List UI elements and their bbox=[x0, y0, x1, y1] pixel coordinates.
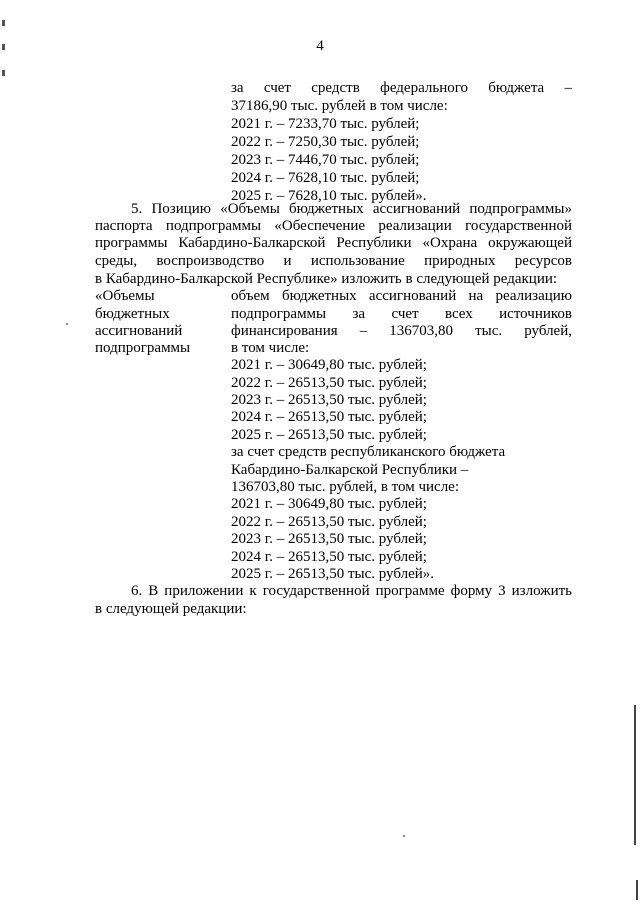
scan-edge-mark bbox=[2, 20, 5, 26]
table-left-line-1: «Объемы bbox=[95, 288, 155, 304]
page-number: 4 bbox=[316, 38, 324, 54]
item5-line-2: паспорта подпрограммы «Обеспечение реализации государственной bbox=[95, 218, 572, 234]
republic-intro-1: за счет средств республиканского бюджета bbox=[231, 444, 506, 460]
scan-edge-line bbox=[634, 705, 636, 845]
total-year-2024: 2024 г. – 26513,50 тыс. рублей; bbox=[231, 409, 427, 425]
republic-year-2024: 2024 г. – 26513,50 тыс. рублей; bbox=[231, 549, 427, 565]
table-left-line-2: бюджетных bbox=[95, 306, 170, 322]
federal-year-2025: 2025 г. – 7628,10 тыс. рублей». bbox=[231, 188, 427, 204]
republic-year-2021: 2021 г. – 30649,80 тыс. рублей; bbox=[231, 496, 427, 512]
federal-line-1: за счет средств федерального бюджета – bbox=[231, 80, 572, 96]
republic-year-2023: 2023 г. – 26513,50 тыс. рублей; bbox=[231, 531, 427, 547]
total-year-2023: 2023 г. – 26513,50 тыс. рублей; bbox=[231, 392, 427, 408]
republic-year-2025: 2025 г. – 26513,50 тыс. рублей». bbox=[231, 566, 435, 582]
table-right-intro-2: подпрограммы за счет всех источников bbox=[231, 306, 572, 322]
item5-line-5: в Кабардино-Балкарской Республике» изложить в следующей редакции: bbox=[95, 271, 558, 287]
item5-line-4: среды, воспроизводство и использование природных ресурсов bbox=[95, 253, 572, 269]
item6-line-2: в следующей редакции: bbox=[95, 601, 247, 617]
table-left-line-4: подпрограммы bbox=[95, 340, 191, 356]
item5-line-1: 5. Позицию «Объемы бюджетных ассигнований подпрограммы» bbox=[131, 201, 572, 217]
federal-year-2022: 2022 г. – 7250,30 тыс. рублей; bbox=[231, 134, 420, 150]
scan-speck bbox=[403, 835, 405, 837]
total-year-2021: 2021 г. – 30649,80 тыс. рублей; bbox=[231, 357, 427, 373]
table-right-intro-4: в том числе: bbox=[231, 340, 310, 356]
federal-year-2023: 2023 г. – 7446,70 тыс. рублей; bbox=[231, 152, 420, 168]
table-left-line-3: ассигнований bbox=[95, 323, 183, 339]
total-year-2022: 2022 г. – 26513,50 тыс. рублей; bbox=[231, 375, 427, 391]
table-right-intro-3: финансирования – 136703,80 тыс. рублей, bbox=[231, 323, 572, 339]
item5-line-3: программы Кабардино-Балкарской Республики «Охрана окружающей bbox=[95, 235, 572, 251]
federal-year-2024: 2024 г. – 7628,10 тыс. рублей; bbox=[231, 170, 420, 186]
item6-line-1: 6. В приложении к государственной программе форму 3 изложить bbox=[131, 583, 572, 599]
total-year-2025: 2025 г. – 26513,50 тыс. рублей; bbox=[231, 427, 427, 443]
republic-intro-2: Кабардино-Балкарской Республики – bbox=[231, 462, 469, 478]
federal-year-2021: 2021 г. – 7233,70 тыс. рублей; bbox=[231, 116, 420, 132]
republic-intro-3: 136703,80 тыс. рублей, в том числе: bbox=[231, 479, 460, 495]
table-right-intro-1: объем бюджетных ассигнований на реализацию bbox=[231, 288, 572, 304]
scan-edge-mark bbox=[2, 44, 5, 50]
scan-edge-mark bbox=[2, 70, 5, 76]
republic-year-2022: 2022 г. – 26513,50 тыс. рублей; bbox=[231, 514, 427, 530]
federal-line-2: 37186,90 тыс. рублей в том числе: bbox=[231, 98, 448, 114]
scan-edge-line bbox=[636, 880, 638, 900]
scan-speck bbox=[66, 323, 68, 325]
